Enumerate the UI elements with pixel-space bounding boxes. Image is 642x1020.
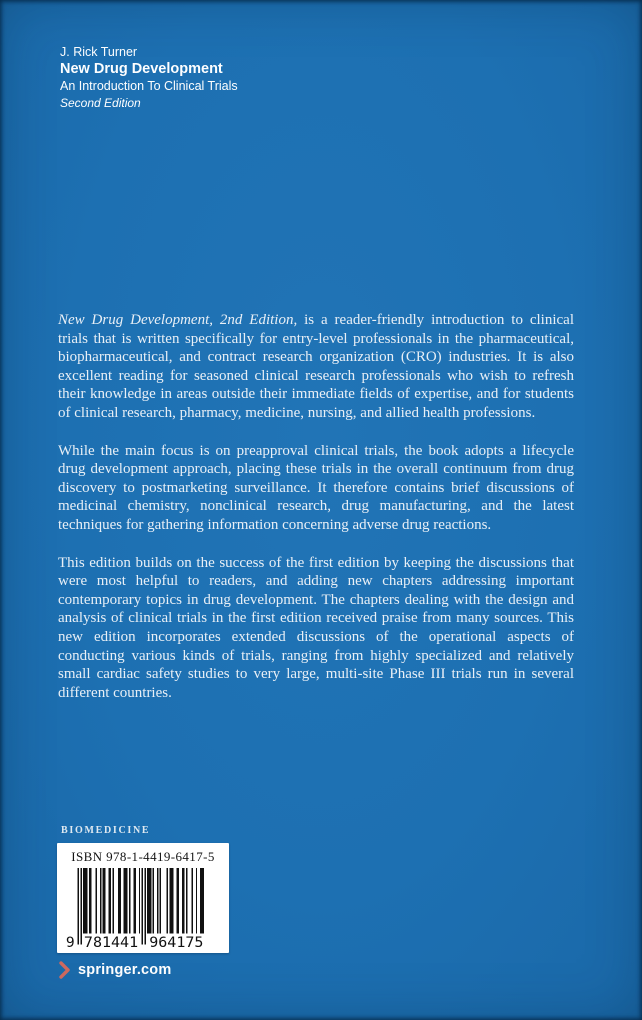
blurb-title-italic: New Drug Development, 2nd Edition (58, 312, 294, 328)
blurb-paragraph-2: While the main focus is on preapproval clinical trials, the book adopts a lifecycle drug development approach, placing these trials in the overall continuum from drug discovery to postmarketing surveillance. It therefore contains brief discussions of medicinal chemistry, nonclinical research, drug manufacturing, and the latest techniques for gathering information concerning adverse drug reactions. (58, 442, 574, 533)
isbn-barcode-panel (57, 843, 229, 953)
svg-text:964175: 964175 (149, 934, 204, 950)
ean13-barcode-icon (65, 868, 221, 950)
author-name: J. Rick Turner (60, 45, 138, 59)
isbn-number: ISBN 978-1-4419-6417-5 (71, 849, 215, 864)
edition-label: Second Edition (60, 96, 141, 110)
blurb-paragraph-3: This edition builds on the success of the first edition by keeping the discussions that were most helpful to readers, and adding new chapters addressing important contemporary topics in drug development. The chapters dealing with the design and analysis of clinical trials in the first edition received praise from many sources. This new edition incorporates extended discussions of the operational aspects of conducting various kinds of trials, ranging from highly specialized and relatively small cardiac safety studies to very large, multi-site Phase III trials run in several different countries. (58, 554, 574, 701)
publisher-website: springer.com (78, 962, 172, 978)
blurb-paragraph-1 (58, 311, 574, 423)
springer-chevron-icon (58, 961, 71, 979)
blurb-paragraph-1-text: , is a reader-friendly introduction to clinical trials that is written specifically for entry-level professionals in the pharmaceutical, biopharmaceutical, and contract research organization (CRO) industries. It is also excellent reading for seasoned clinical research professionals who wish to refresh their knowledge in areas outside their immediate fields of expertise, and for students of clinical research, pharmacy, medicine, nursing, and allied health professions. (58, 312, 574, 421)
publisher-footer (58, 961, 171, 979)
title-block (60, 44, 238, 112)
svg-text:781441: 781441 (83, 934, 139, 950)
svg-text:9: 9 (65, 934, 75, 950)
back-cover-blurb (58, 311, 574, 721)
book-title: New Drug Development (60, 61, 223, 77)
book-subtitle: An Introduction To Clinical Trials (60, 79, 238, 93)
category-label: BIOMEDICINE (61, 825, 151, 836)
